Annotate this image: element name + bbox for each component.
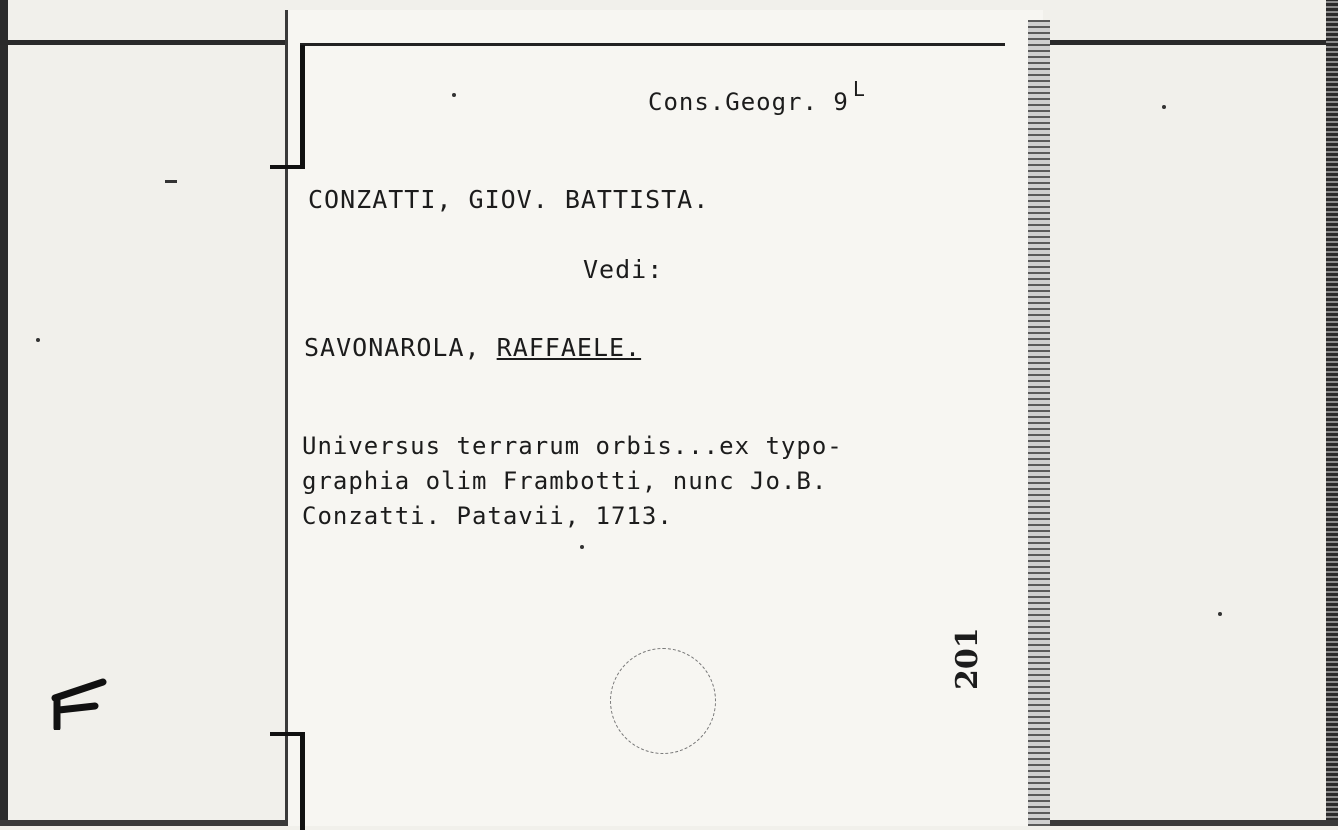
- right-frame-edge: [1326, 0, 1338, 826]
- title-entry: [302, 429, 843, 534]
- handwritten-f-mark: [45, 660, 115, 730]
- title-line: Universus terrarum orbis...ex typo-: [302, 432, 843, 460]
- author-heading: CONZATTI, GIOV. BATTISTA.: [308, 185, 710, 214]
- title-line: Conzatti. Patavii, 1713.: [302, 502, 673, 530]
- title-line: graphia olim Frambotti, nunc Jo.B.: [302, 467, 828, 495]
- card-tab-top: [270, 45, 305, 169]
- call-number: [648, 77, 866, 116]
- card-tab-bottom: [270, 732, 305, 830]
- speck: [1218, 612, 1222, 616]
- call-number-text: Cons.Geogr. 9: [648, 88, 849, 116]
- stamp-number: 201: [950, 627, 985, 690]
- reference-given-name: RAFFAELE.: [496, 333, 642, 362]
- left-frame-edge: [0, 0, 8, 826]
- speck: [36, 338, 40, 342]
- cross-reference: [304, 333, 641, 362]
- card-top-rule: [300, 43, 1005, 46]
- speck: [165, 180, 177, 183]
- punch-hole-icon: [610, 648, 716, 754]
- speck: [1162, 105, 1166, 109]
- speck: [580, 545, 584, 549]
- see-reference-label: Vedi:: [583, 255, 664, 284]
- call-number-superscript: L: [852, 77, 866, 101]
- speck: [452, 93, 456, 97]
- reference-surname: SAVONAROLA,: [304, 333, 481, 362]
- card-right-edge: [1028, 20, 1050, 826]
